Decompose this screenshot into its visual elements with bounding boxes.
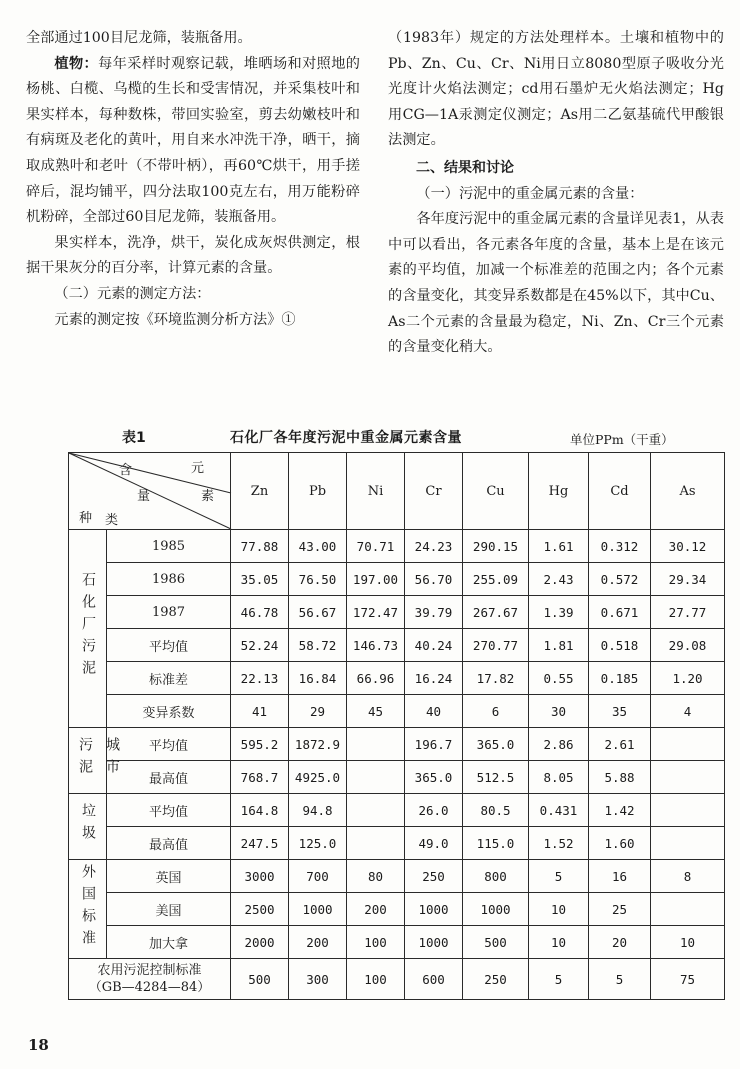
table-row	[69, 893, 725, 926]
corner-label-zhong: 种	[79, 511, 93, 526]
table-cell: 500	[463, 926, 529, 959]
right-text-column	[388, 26, 724, 361]
table-cell: 49.0	[405, 827, 463, 860]
table-cell: 700	[289, 860, 347, 893]
row-group-label	[69, 530, 107, 728]
table-cell: 5	[529, 860, 589, 893]
row-label: 美国	[107, 893, 231, 926]
table-row	[69, 596, 725, 629]
table-cell: 94.8	[289, 794, 347, 827]
table-cell: 200	[289, 926, 347, 959]
table-cell: 80	[347, 860, 405, 893]
column-header: Cd	[589, 453, 651, 530]
table-cell: 115.0	[463, 827, 529, 860]
table-cell: 70.71	[347, 530, 405, 563]
table-cell	[347, 728, 405, 761]
table-cell: 2000	[231, 926, 289, 959]
left-paragraph-fruit: 果实样本，洗净，烘干，炭化成灰烬供测定，根据干果灰分的百分率，计算元素的含量。	[26, 234, 360, 277]
section-heading-results: 二、结果和讨论	[416, 159, 514, 176]
plants-lead: 植物：	[54, 55, 99, 72]
table-cell: 16.84	[289, 662, 347, 695]
row-group-name: 外国标准	[80, 863, 96, 952]
table-cell: 100	[347, 959, 405, 1000]
table-row	[69, 530, 725, 563]
corner-label-su: 素	[201, 489, 215, 504]
table-cell: 0.572	[589, 563, 651, 596]
row-label: 变异系数	[107, 695, 231, 728]
table-cell: 43.00	[289, 530, 347, 563]
table-row	[69, 761, 725, 794]
table-cell: 16	[589, 860, 651, 893]
table-cell: 3000	[231, 860, 289, 893]
row-group-label	[69, 728, 120, 794]
corner-label-lei: 类	[105, 513, 119, 528]
row-label: 英国	[107, 860, 231, 893]
row-group-name: 石化厂污泥	[80, 572, 96, 682]
table-cell: 25	[589, 893, 651, 926]
table-cell: 6	[463, 695, 529, 728]
table-cell: 2.86	[529, 728, 589, 761]
heavy-metal-table	[68, 452, 725, 1000]
table-cell: 76.50	[289, 563, 347, 596]
right-paragraph-1: （1983年）规定的方法处理样本。土壤和植物中的Pb、Zn、Cu、Cr、Ni用日立8080型原子吸收分光光度计火焰法测定；cd用石墨炉无火焰法测定；Hg用CG—1A汞测定仪测定；As用二乙氨基硫代甲酸银法测定。	[388, 30, 724, 149]
table-cell: 164.8	[231, 794, 289, 827]
left-paragraph-plants	[26, 52, 360, 231]
table-cell	[651, 827, 725, 860]
table-cell: 35.05	[231, 563, 289, 596]
table-cell: 1872.9	[289, 728, 347, 761]
standard-label-line1: 农用污泥控制标准	[97, 963, 202, 978]
table-cell: 300	[289, 959, 347, 1000]
table-title: 石化厂各年度污泥中重金属元素含量	[230, 430, 462, 446]
plants-body: 每年采样时观察记载，堆晒场和对照地的杨桃、白榄、乌榄的生长和受害情况，并采集枝叶和果实样本，每种数株，带回实验室，剪去幼嫩枝叶和有病斑及老化的黄叶，用自来水冲洗干净，晒干，摘取成熟叶和老叶（不带叶柄），再60℃烘干，用手搓碎后，混均铺平，四分法取100克左右，用万能粉碎机粉碎，全部过60目尼龙筛，装瓶备用。	[26, 55, 360, 226]
table-cell: 768.7	[231, 761, 289, 794]
table-cell: 5	[589, 959, 651, 1000]
row-group-name: 垃圾	[80, 803, 96, 847]
table-cell: 5.88	[589, 761, 651, 794]
table-cell: 600	[405, 959, 463, 1000]
table-cell	[651, 728, 725, 761]
row-group-name: 城市污泥	[77, 737, 120, 781]
table-cell: 0.312	[589, 530, 651, 563]
table-cell: 56.70	[405, 563, 463, 596]
corner-label-han: 含	[119, 463, 133, 478]
row-label: 平均值	[107, 794, 231, 827]
table-row-standard	[69, 959, 725, 1000]
table-body	[69, 530, 725, 1000]
table-cell: 500	[231, 959, 289, 1000]
table-cell: 56.67	[289, 596, 347, 629]
table-cell: 8	[651, 860, 725, 893]
table-cell: 290.15	[463, 530, 529, 563]
table-row	[69, 827, 725, 860]
table-row	[69, 860, 725, 893]
column-header: As	[651, 453, 725, 530]
table-cell: 24.23	[405, 530, 463, 563]
table-cell: 5	[529, 959, 589, 1000]
table-cell: 1000	[405, 893, 463, 926]
row-label: 1986	[107, 563, 231, 596]
row-label: 最高值	[107, 761, 231, 794]
table-cell: 1.81	[529, 629, 589, 662]
table-cell: 29	[289, 695, 347, 728]
table-cell: 35	[589, 695, 651, 728]
table-cell: 1.42	[589, 794, 651, 827]
table-cell: 0.55	[529, 662, 589, 695]
left-paragraph-1: 全部通过100目尼龙筛，装瓶备用。	[26, 30, 252, 46]
table-cell: 80.5	[463, 794, 529, 827]
table-label: 表1	[122, 430, 146, 446]
table-cell: 1000	[405, 926, 463, 959]
column-header: Ni	[347, 453, 405, 530]
table-cell: 20	[589, 926, 651, 959]
right-paragraph-2: 各年度污泥中的重金属元素的含量详见表1，从表中可以看出，各元素各年度的含量，基本上是在该元素的平均值，加减一个标准差的范围之内；各个元素的含量变化，其变异系数都是在45%以下，其中Cu、As二个元素的含量最为稳定，Ni、Zn、Cr三个元素的含量变化稍大。	[388, 211, 724, 356]
table-cell: 0.185	[589, 662, 651, 695]
table-cell	[347, 761, 405, 794]
table-cell: 30	[529, 695, 589, 728]
table-cell: 1.52	[529, 827, 589, 860]
table-cell: 40.24	[405, 629, 463, 662]
column-header: Zn	[231, 453, 289, 530]
table-cell: 66.96	[347, 662, 405, 695]
table-cell: 172.47	[347, 596, 405, 629]
table-cell: 2500	[231, 893, 289, 926]
table-cell: 365.0	[405, 761, 463, 794]
table-cell: 1000	[289, 893, 347, 926]
table-cell: 255.09	[463, 563, 529, 596]
table-row	[69, 662, 725, 695]
corner-label-liang: 量	[137, 489, 151, 504]
table-cell: 16.24	[405, 662, 463, 695]
table-cell: 29.34	[651, 563, 725, 596]
table-cell: 2.43	[529, 563, 589, 596]
table-cell: 10	[651, 926, 725, 959]
column-header: Cr	[405, 453, 463, 530]
table-corner-cell	[69, 453, 231, 530]
table-cell: 8.05	[529, 761, 589, 794]
row-group-label	[69, 794, 107, 860]
table-cell: 270.77	[463, 629, 529, 662]
table-cell	[347, 827, 405, 860]
table-cell: 595.2	[231, 728, 289, 761]
table-caption	[0, 424, 740, 448]
table-cell: 4	[651, 695, 725, 728]
table-cell: 0.431	[529, 794, 589, 827]
table-cell: 40	[405, 695, 463, 728]
table-cell: 0.671	[589, 596, 651, 629]
table-cell: 365.0	[463, 728, 529, 761]
table-cell: 196.7	[405, 728, 463, 761]
standard-label-line2: （GB—4284—84）	[88, 980, 211, 995]
left-text-column	[26, 26, 360, 333]
row-label: 1987	[107, 596, 231, 629]
column-header: Hg	[529, 453, 589, 530]
table-cell: 10	[529, 893, 589, 926]
row-group-label	[69, 860, 107, 959]
row-label: 最高值	[107, 827, 231, 860]
table-cell: 17.82	[463, 662, 529, 695]
table-cell: 250	[463, 959, 529, 1000]
table-cell: 58.72	[289, 629, 347, 662]
table-cell: 197.00	[347, 563, 405, 596]
left-subheading-methods: （二）元素的测定方法：	[54, 285, 211, 302]
table-cell: 52.24	[231, 629, 289, 662]
row-label: 1985	[107, 530, 231, 563]
table-cell	[651, 794, 725, 827]
table-cell: 10	[529, 926, 589, 959]
table-cell: 1.60	[589, 827, 651, 860]
table-cell: 39.79	[405, 596, 463, 629]
table-cell: 46.78	[231, 596, 289, 629]
table-row	[69, 794, 725, 827]
table-row	[69, 728, 725, 761]
table-cell: 267.67	[463, 596, 529, 629]
table-cell	[347, 794, 405, 827]
table-cell: 0.518	[589, 629, 651, 662]
table-cell: 45	[347, 695, 405, 728]
corner-label-yuan: 元	[191, 461, 205, 476]
row-label: 平均值	[107, 629, 231, 662]
left-paragraph-methods: 元素的测定按《环境监测分析方法》①	[54, 311, 296, 328]
table-cell: 146.73	[347, 629, 405, 662]
table-row	[69, 629, 725, 662]
table-cell: 4925.0	[289, 761, 347, 794]
row-label: 加大拿	[107, 926, 231, 959]
table-cell: 512.5	[463, 761, 529, 794]
row-label: 平均值	[107, 728, 231, 761]
table-cell	[651, 761, 725, 794]
table-cell: 26.0	[405, 794, 463, 827]
table-cell	[651, 893, 725, 926]
table-cell: 125.0	[289, 827, 347, 860]
table-cell: 1.39	[529, 596, 589, 629]
table-row	[69, 695, 725, 728]
row-label: 标准差	[107, 662, 231, 695]
table-cell: 247.5	[231, 827, 289, 860]
table-cell: 200	[347, 893, 405, 926]
table-row	[69, 926, 725, 959]
column-header: Pb	[289, 453, 347, 530]
table-unit: 单位PPm（干重）	[570, 432, 674, 447]
table-cell: 41	[231, 695, 289, 728]
page-number: 18	[28, 1036, 49, 1054]
table-cell: 1.20	[651, 662, 725, 695]
table-cell: 29.08	[651, 629, 725, 662]
table-row	[69, 563, 725, 596]
table-cell: 800	[463, 860, 529, 893]
column-header: Cu	[463, 453, 529, 530]
table-cell: 30.12	[651, 530, 725, 563]
table-cell: 100	[347, 926, 405, 959]
table-cell: 1.61	[529, 530, 589, 563]
table-cell: 77.88	[231, 530, 289, 563]
table-cell: 27.77	[651, 596, 725, 629]
table-cell: 75	[651, 959, 725, 1000]
table-cell: 250	[405, 860, 463, 893]
standard-label	[69, 959, 231, 1000]
right-subheading-sludge: （一）污泥中的重金属元素的含量：	[416, 185, 644, 202]
table-cell: 2.61	[589, 728, 651, 761]
table-cell: 22.13	[231, 662, 289, 695]
table-cell: 1000	[463, 893, 529, 926]
